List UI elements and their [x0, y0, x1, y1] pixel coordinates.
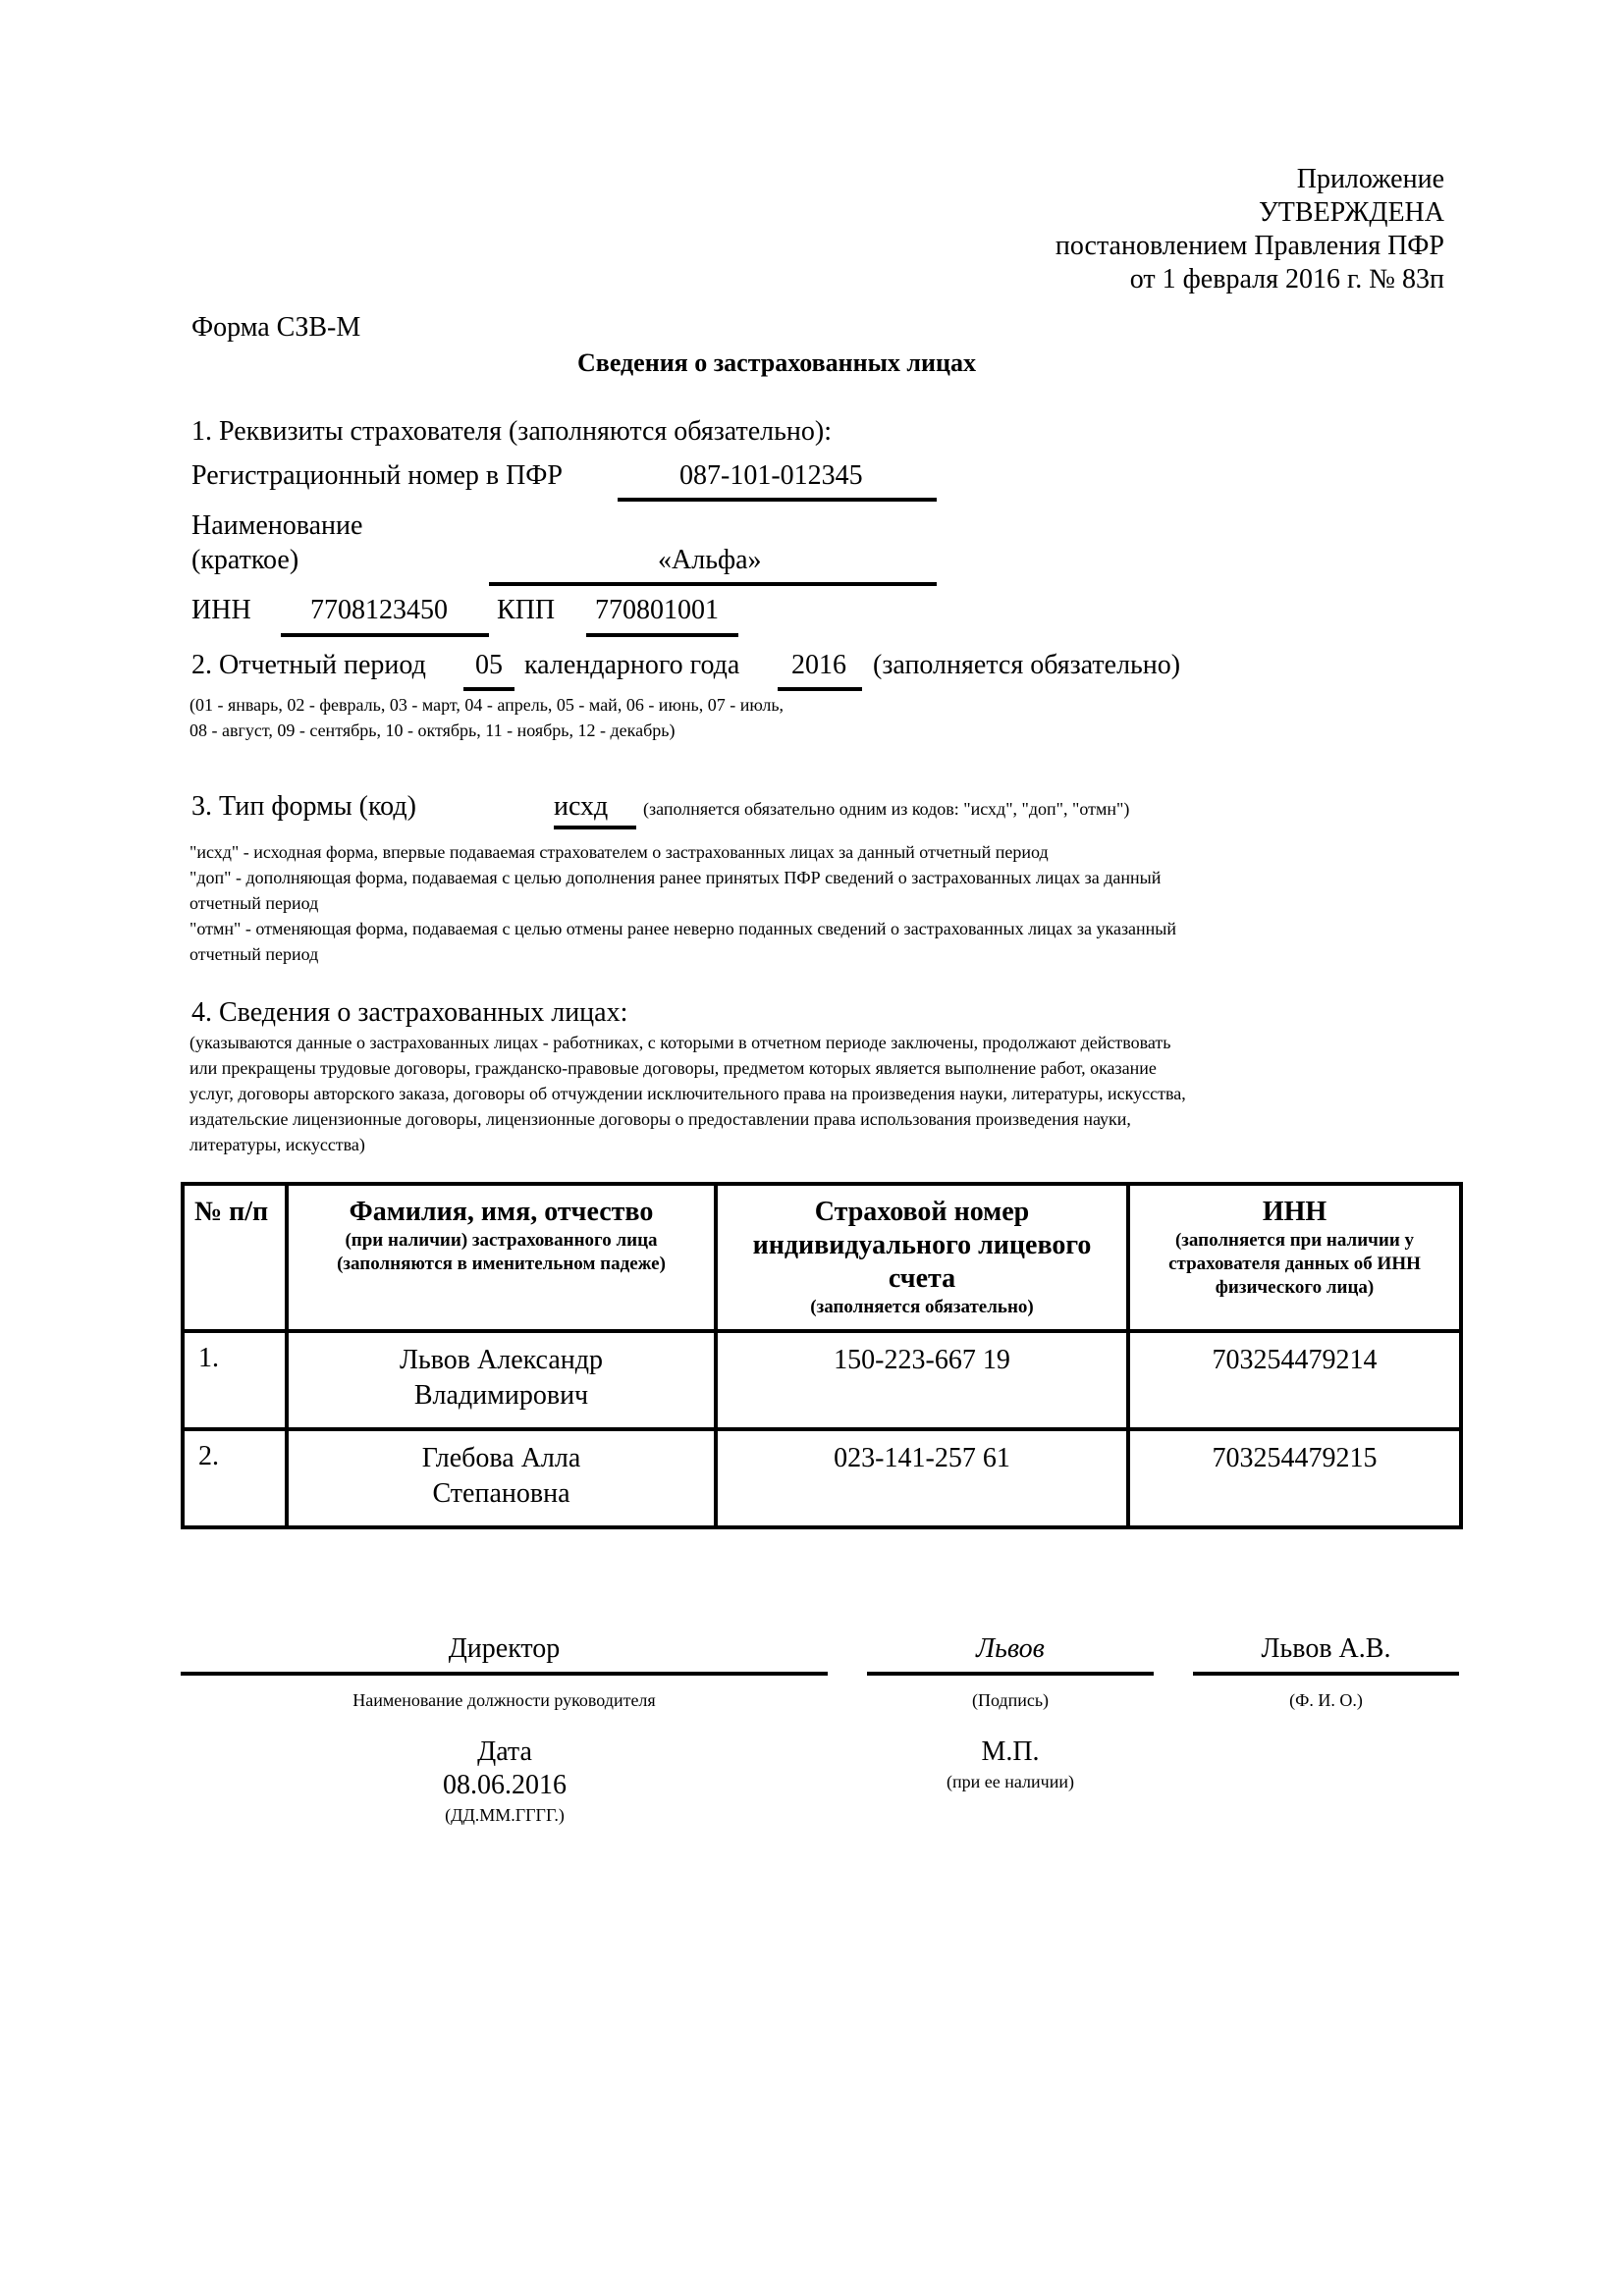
year-underline [778, 687, 862, 691]
appendix-label: Приложение [1296, 164, 1444, 194]
header-inn-sub3: физического лица) [1215, 1277, 1375, 1298]
note-line: литературы, искусства) [189, 1135, 365, 1154]
position-underline [181, 1672, 828, 1676]
header-snils-label-3: счета [888, 1263, 956, 1294]
header-fio-label: Фамилия, имя, отчество [349, 1197, 654, 1227]
reg-number-field[interactable]: 087-101-012345 [679, 460, 863, 491]
table-header-row [183, 1184, 1461, 1331]
section1-heading: 1. Реквизиты страхователя (заполняются обязательно): [191, 416, 832, 447]
row-fio[interactable] [287, 1429, 716, 1527]
row-inn[interactable]: 703254479214 [1128, 1331, 1461, 1429]
inn-label: ИНН [191, 595, 251, 625]
header-fio-sub2: (заполняются в именительном падеже) [337, 1254, 666, 1274]
desc-dop-2: отчетный период [189, 893, 319, 913]
kpp-label: КПП [497, 595, 556, 625]
months-legend-2: 08 - август, 09 - сентябрь, 10 - октябрь, 11 - ноябрь, 12 - декабрь) [189, 721, 676, 740]
inn-field[interactable]: 7708123450 [310, 595, 448, 625]
note-line: или прекращены трудовые договоры, гражданско-правовые договоры, предметом которых является выполнение работ, оказание [189, 1058, 1157, 1078]
page-title: Сведения о застрахованных лицах [577, 348, 976, 377]
fio-field[interactable]: Львов А.В. [1261, 1633, 1391, 1664]
position-caption: Наименование должности руководителя [352, 1690, 656, 1710]
reg-number-underline [618, 498, 937, 502]
inn-underline [281, 633, 489, 637]
header-fio-sub1: (при наличии) застрахованного лица [345, 1230, 658, 1251]
months-legend-1: (01 - январь, 02 - февраль, 03 - март, 04 - апрель, 05 - май, 06 - июнь, 07 - июль, [189, 695, 785, 715]
form-type-field[interactable]: исхд [554, 791, 609, 822]
row-num: 1. [183, 1331, 287, 1429]
row-num: 2. [183, 1429, 287, 1527]
fio-underline [1193, 1672, 1459, 1676]
form-type-note: (заполняется обязательно одним из кодов: "исхд", "доп", "отмн") [643, 799, 1130, 819]
desc-dop-1: "доп" - дополняющая форма, подаваемая с целью дополнения ранее принятых ПФР сведений о застрахованных лицах за данный [189, 868, 1162, 887]
row-fio-line2: Владимирович [413, 1380, 589, 1411]
signature-field[interactable]: Львов [976, 1633, 1045, 1664]
header-inn-label: ИНН [1262, 1197, 1327, 1227]
header-snils-label-2: индивидуального лицевого [752, 1230, 1092, 1260]
note-line: (указываются данные о застрахованных лицах - работниках, с которыми в отчетном периоде заключены, продолжают действовать [189, 1033, 1171, 1052]
date-block [387, 1735, 623, 1828]
stamp-note: (при ее наличии) [947, 1772, 1074, 1791]
period-field[interactable]: 05 [475, 650, 503, 680]
row-snils[interactable]: 023-141-257 61 [716, 1429, 1128, 1527]
period-underline [463, 687, 514, 691]
form-type-label: 3. Тип формы (код) [191, 791, 416, 822]
reg-number-label: Регистрационный номер в ПФР [191, 460, 563, 491]
form-type-underline [554, 826, 636, 829]
note-line: издательские лицензионные договоры, лицензионные договоры о предоставлении права использования произведения науки, [189, 1109, 1131, 1129]
note-line: услуг, договоры авторского заказа, договоры об отчуждении исключительного права на произведения науки, литературы, искусства, [189, 1084, 1186, 1103]
kpp-field[interactable]: 770801001 [595, 595, 719, 625]
decree-date: от 1 февраля 2016 г. № 83п [1129, 264, 1444, 294]
name-label-1: Наименование [191, 510, 363, 541]
stamp-label: М.П. [981, 1736, 1040, 1767]
header-snils-label-1: Страховой номер [814, 1197, 1030, 1227]
name-field[interactable]: «Альфа» [658, 545, 762, 575]
header-inn [1128, 1184, 1461, 1331]
row-snils[interactable]: 150-223-667 19 [716, 1331, 1128, 1429]
row-inn[interactable]: 703254479215 [1128, 1429, 1461, 1527]
table-row [183, 1429, 1461, 1527]
header-snils-sub: (заполняется обязательно) [810, 1297, 1034, 1317]
header-snils [716, 1184, 1128, 1331]
desc-otmn-1: "отмн" - отменяющая форма, подаваемая с целью отмены ранее неверно поданных сведений о застрахованных лицах за указанный [189, 919, 1177, 938]
form-name: Форма СЗВ-М [191, 312, 361, 343]
desc-ishd: "исхд" - исходная форма, впервые подаваемая страхователем о застрахованных лицах за данный отчетный период [189, 842, 1049, 862]
position-field[interactable]: Директор [448, 1633, 561, 1664]
header-num [183, 1184, 287, 1331]
stamp-block [893, 1735, 1128, 1794]
period-required-note: (заполняется обязательно) [873, 650, 1181, 680]
date-label: Дата [477, 1736, 532, 1767]
fio-caption: (Ф. И. О.) [1289, 1690, 1363, 1710]
row-fio-line2: Степановна [432, 1478, 570, 1509]
date-format: (ДД.ММ.ГГГГ.) [445, 1805, 565, 1825]
section4-note [189, 1030, 1186, 1157]
signature-underline [867, 1672, 1154, 1676]
year-label: календарного года [524, 650, 740, 680]
table-row [183, 1331, 1461, 1429]
header-inn-sub2: страхователя данных об ИНН [1168, 1254, 1421, 1274]
desc-otmn-2: отчетный период [189, 944, 319, 964]
signature-caption: (Подпись) [971, 1690, 1050, 1710]
form-type-descriptions [189, 839, 1176, 967]
row-fio-line1: Глебова Алла [421, 1443, 581, 1473]
row-fio-line1: Львов Александр [400, 1345, 603, 1375]
approved-label: УТВЕРЖДЕНА [1258, 197, 1444, 228]
header-num-label: № п/п [194, 1197, 269, 1227]
decree-label: постановлением Правления ПФР [1055, 231, 1444, 261]
period-label: 2. Отчетный период [191, 650, 426, 680]
name-label-2: (краткое) [191, 545, 299, 575]
header-inn-sub1: (заполняется при наличии у [1174, 1230, 1415, 1251]
name-underline [489, 582, 937, 586]
section4-heading: 4. Сведения о застрахованных лицах: [191, 997, 628, 1028]
header-fio [287, 1184, 716, 1331]
kpp-underline [586, 633, 738, 637]
year-field[interactable]: 2016 [791, 650, 846, 680]
approval-header [1056, 163, 1444, 296]
row-fio[interactable] [287, 1331, 716, 1429]
insured-persons-table [181, 1182, 1463, 1529]
date-field[interactable]: 08.06.2016 [443, 1770, 567, 1800]
